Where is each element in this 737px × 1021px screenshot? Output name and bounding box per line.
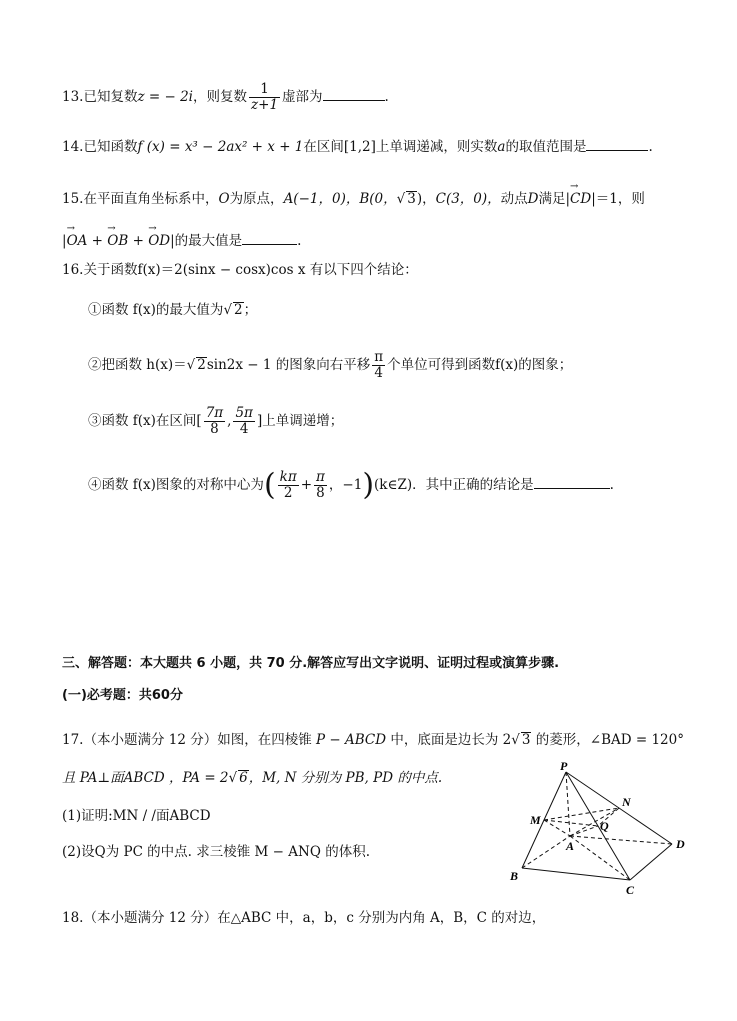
answer-blank[interactable] (323, 86, 385, 101)
fraction: $\frac{7\pi}{8}$ (205, 405, 224, 437)
answer-blank[interactable] (242, 230, 297, 245)
answer-blank[interactable] (534, 474, 610, 489)
pyramid-figure (500, 758, 700, 898)
label-A: A (566, 839, 575, 853)
question-16-statement-4: ④函数 f(x)图象的对称中心为( $\frac{k\pi}{2}$ + $\frac{\pi}{8}$ ，−1)(k∈Z)．其中正确的结论是 . (88, 467, 614, 503)
fraction: $\frac{5\pi}{4}$ (235, 405, 253, 437)
label-Q: Q (600, 819, 609, 833)
label-B: B (510, 869, 519, 883)
question-17-line-1: 17.（本小题满分 12 分）如图，在四棱锥 P − ABCD 中，底面是边长为 2√ 3 的菱形，∠BAD = 120° (62, 732, 684, 748)
question-13: 13.已知复数z = − 2i，则复数 $\frac{1}{z+1}$ 虚部为 . (62, 81, 389, 113)
question-16-statement-3: ③函数 f(x)在区间[ $\frac{7\pi}{8}$ , $\frac{5\pi}{4}$ ]上单调递增； (88, 405, 344, 437)
question-15-line-2: |→ OA + → OB + → OD|的最大值是 . (62, 230, 301, 251)
question-16-statement-2: ②把函数 h(x)＝√ 2sin2x − 1 的图象向右平移 $\frac{\pi}{4}$ 个单位可得到函数f(x)的图象； (88, 349, 573, 381)
question-16-intro: 16.关于函数f(x)＝2(sinx − cosx)cos x 有以下四个结论： (62, 262, 418, 278)
section-title: 三、解答题：本大题共 6 小题，共 70 分.解答应写出文字说明、证明过程或演算步骤. (62, 656, 560, 671)
fraction: $\frac{\pi}{8}$ (316, 469, 325, 501)
question-14: 14.已知函数f (x) = x³ − 2ax² + x + 1在区间[1,2]上单调递减，则实数a的取值范围是 . (62, 136, 653, 157)
question-17-part-2: (2)设Q为 PC 的中点. 求三棱锥 M − ANQ 的体积. (62, 844, 370, 860)
question-15-line-1: 15.在平面直角坐标系中，O为原点，A(−1，0)，B(0，√ 3)，C(3，0)，动点D满足|→ CD|＝1，则 (62, 189, 645, 209)
label-P: P (560, 759, 568, 773)
fraction: $\frac{k\pi}{2}$ (279, 469, 297, 501)
label-M: M (530, 813, 541, 827)
question-17-part-1: (1)证明:MN / /面ABCD (62, 808, 211, 824)
label-D: D (676, 837, 685, 851)
label-N: N (622, 795, 631, 809)
fraction: $\frac{1}{z+1}$ (251, 81, 279, 113)
question-17-line-2: 且 PA⊥面ABCD ，PA = 2√ 6，M, N 分别为 PB, PD 的中点. (62, 770, 443, 786)
question-18: 18.（本小题满分 12 分）在△ABC 中，a，b，c 分别为内角 A，B，C 的对边， (62, 910, 546, 926)
question-16-statement-1: ①函数 f(x)的最大值为√ 2； (88, 302, 258, 318)
section-subtitle: (一)必考题：共60分 (62, 688, 183, 703)
fraction: $\frac{\pi}{4}$ (374, 349, 384, 381)
label-C: C (626, 883, 635, 897)
answer-blank[interactable] (586, 136, 648, 151)
